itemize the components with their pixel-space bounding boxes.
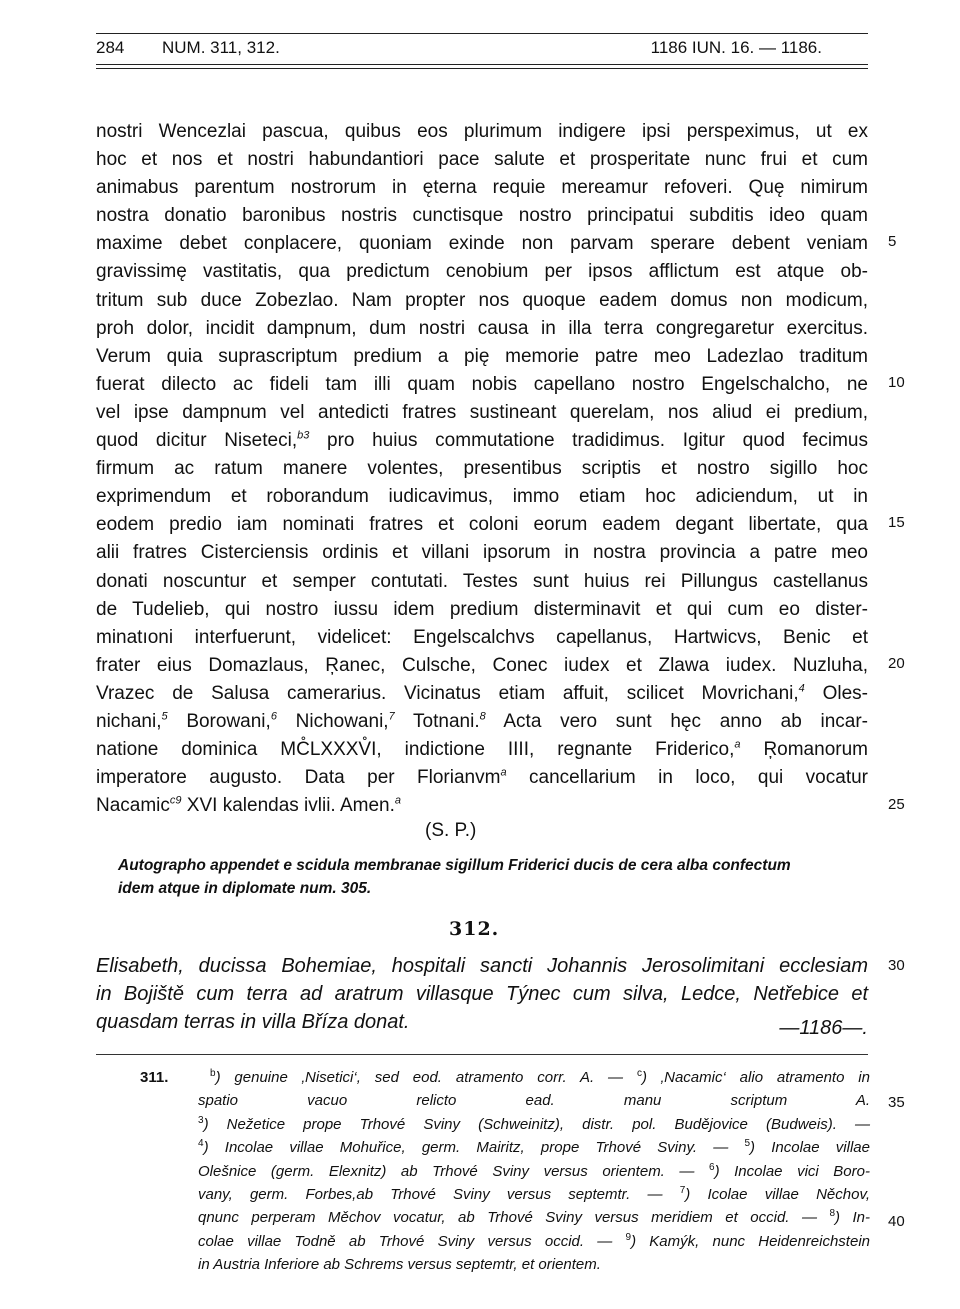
charter-text	[96, 118, 868, 820]
note-segment: ) ‚Nacamic‘ alio atramento in	[641, 1069, 870, 1086]
note-segment: vany, germ. Forbes,ab Trhové Sviny versus septemtr. —	[198, 1185, 680, 1203]
note-segment: ) Incolae villae Mohuřice, germ. Mairitz, prope Trhové Sviny. —	[203, 1139, 745, 1157]
note-ref: 6	[709, 1161, 715, 1173]
footnote-rule	[96, 1054, 868, 1055]
text-segment: XVI kalendas ivlii. Amen.	[181, 795, 395, 817]
note-ref: a	[394, 794, 401, 807]
note-ref: 4	[798, 682, 805, 695]
text-segment: Vrazec de Salusa camerarius. Vicinatus etiam affuit, scilicet Movrichani,	[96, 682, 799, 704]
note-segment: Olešnice (germ. Elexnitz) ab Trhové Sviny versus orientem. —	[198, 1162, 709, 1180]
header-rule	[96, 64, 868, 65]
note-line	[140, 1066, 870, 1089]
note-ref: a	[500, 766, 507, 779]
running-header	[96, 38, 868, 60]
text-line: nostri Wencezlai pascua, quibus eos plurimum indigere ipsi perspeximus, ut ex	[96, 121, 868, 142]
document-number: 312.	[449, 918, 500, 940]
text-line	[96, 680, 868, 708]
note-line	[140, 1206, 870, 1229]
text-segment: Borowani,	[167, 710, 271, 732]
text-line: vel ipse dampnum vel antedicti fratres sustineant querelam, nos aliud ei predium,	[96, 401, 868, 423]
note-line	[140, 1183, 870, 1206]
text-segment: cancellarium in loco, qui vocatur	[506, 767, 868, 789]
regest-line: in Bojiště cum terra ad aratrum villasque Týnec cum silva, Ledce, Netřebice et	[96, 983, 868, 1005]
note-segment: ) genuine ‚Nisetici‘, sed eod. atramento corr. A. —	[215, 1069, 637, 1086]
note-ref: 7	[679, 1184, 686, 1196]
text-line: donati noscuntur et semper contutati. Testes sunt huius rei Pillungus castellanus	[96, 570, 868, 592]
seal-description	[118, 854, 868, 900]
text-segment: natione dominica MC̊LXXXV̊I, indictione IIII, regnante Friderico,	[96, 739, 735, 761]
note-line	[140, 1230, 870, 1253]
note-label: 311.	[140, 1069, 169, 1086]
note-segment: ) Nežetice prope Trhové Sviny (Schweinitz), distr. pol. Budějovice (Budweis). —	[203, 1115, 870, 1133]
text-line: tritum sub duce Zobezlao. Nam propter nos quoque eadem domus non modicum,	[96, 289, 868, 311]
margin-line-number: 35	[888, 1094, 905, 1111]
text-line	[96, 708, 868, 736]
text-line: Verum quia suprascriptum predium a pię memorie patre meo Ladezlao traditum	[96, 345, 868, 367]
margin-line-number: 40	[888, 1213, 905, 1230]
header-date: 1186 IUN. 16. — 1186.	[650, 38, 822, 57]
note-line: in Austria Inferiore ab Schrems versus septemtr, et orientem.	[198, 1256, 601, 1274]
text-line: frater eius Domazlaus, Ŗanec, Culsche, Conec iudex et Zlawa iudex. Nuzluha,	[96, 654, 868, 676]
text-segment: pro huius commutatione tradidimus. Igitur quod fecimus	[309, 430, 868, 452]
text-segment: quod dicitur Niseteci,	[96, 430, 298, 452]
text-line: fuerat dilecto ac fideli tam illi quam nobis capellano nostro Engelschalcho, ne	[96, 373, 868, 395]
note-segment: ) In-	[835, 1209, 870, 1227]
text-line	[96, 764, 868, 792]
note-segment: ) Incolae villae	[750, 1139, 870, 1157]
note-ref: b	[210, 1068, 216, 1079]
text-line: animabus parentum nostrorum in ęterna requie mereamur refoveri. Quę nimirum	[96, 177, 868, 199]
top-rule	[96, 33, 868, 34]
text-line: exprimendum et roborandum iudicavimus, immo etiam hoc adiciendum, ut in	[96, 486, 868, 508]
note-segment: qnunc perperam Měchov vocatur, ab Trhové Sviny versus meridiem et occid. —	[198, 1209, 830, 1227]
text-line	[96, 427, 868, 455]
note-ref: 6	[270, 710, 277, 723]
text-line: firmum ac ratum manere volentes, presentibus scriptis et nostro sigillo hoc	[96, 458, 868, 480]
margin-line-number: 15	[888, 514, 905, 531]
text-line: minatıoni interfuerunt, videlicet: Engelscalchvs capellanus, Hartwicvs, Benic et	[96, 626, 868, 648]
seal-mark: (S. P.)	[425, 820, 477, 841]
note-ref: c	[636, 1068, 642, 1079]
desc-line: idem atque in diplomate num. 305.	[118, 880, 372, 897]
text-segment: Nichowani,	[276, 710, 389, 732]
text-line: alii fratres Cisterciensis ordinis et villani ipsorum in nostra provincia a patre meo	[96, 542, 868, 564]
note-ref: 7	[388, 710, 395, 723]
doc-numbers: NUM. 311, 312.	[162, 38, 280, 57]
text-segment: nichani,	[96, 710, 162, 732]
note-segment: ) Incolae vici Boro-	[714, 1162, 870, 1180]
text-segment: Nacamic	[96, 795, 170, 817]
note-ref: 3	[198, 1114, 204, 1126]
text-line: nostra donatio baronibus nostris cunctisque nostro principatui subditis ideo quam	[96, 205, 868, 227]
note-line	[140, 1160, 870, 1183]
text-line: hoc et nos et nostri habundantiori pace salute et prosperitate nunc frui et cum	[96, 149, 868, 171]
header-rule-double	[96, 68, 868, 69]
note-ref: 4	[198, 1138, 204, 1150]
note-line	[140, 1136, 870, 1159]
text-line: proh dolor, incidit dampnum, dum nostri causa in illa terra congregaretur exercitus.	[96, 317, 868, 339]
footnotes	[140, 1066, 870, 1277]
desc-line: Autographo appendet e scidula membranae sigillum Friderici ducis de cera alba confectum	[118, 857, 791, 874]
text-line: maxime debet conplacere, quoniam exinde non parvam sperare debent veniam	[96, 233, 868, 255]
note-segment: ) Kamýk, nunc Heidenreichstein	[631, 1232, 870, 1250]
text-segment: Ŗomanorum	[740, 739, 868, 761]
text-line: eodem predio iam nominati fratres et coloni eorum eadem degant libertate, qua	[96, 514, 868, 536]
regest-line: Elisabeth, ducissa Bohemiae, hospitali sancti Johannis Jerosolimitani ecclesiam	[96, 955, 868, 977]
text-line: gravissimę vastitatis, qua predictum cenobium per ipsos afflictum est atque ob-	[96, 261, 868, 283]
text-line: de Tudelieb, qui nostro iussu idem predium disterminavit et qui cum eo dister-	[96, 598, 868, 620]
text-segment: Oles-	[804, 682, 868, 704]
note-line: spatio vacuo relicto ead. manu scriptum A.	[198, 1092, 870, 1110]
note-ref: 9	[625, 1231, 632, 1243]
text-line	[96, 792, 868, 820]
margin-line-number: 20	[888, 655, 905, 672]
margin-line-number: 30	[888, 957, 905, 974]
note-segment: colae villae Todně ab Trhové Sviny versus occid. —	[198, 1232, 626, 1250]
text-segment: Acta vero sunt hęc anno ab incar-	[485, 710, 868, 732]
regest-date: —1186—.	[779, 1017, 868, 1039]
text-line	[96, 736, 868, 764]
margin-line-number: 25	[888, 796, 905, 813]
note-ref: 8	[479, 710, 486, 723]
note-line	[140, 1113, 870, 1136]
note-ref: c9	[169, 794, 182, 807]
note-segment: ) Icolae villae Něchov,	[685, 1185, 870, 1203]
note-ref: 5	[744, 1138, 751, 1150]
page-number: 284	[96, 38, 125, 57]
note-ref: a	[734, 738, 741, 751]
note-ref: 8	[829, 1208, 835, 1220]
margin-line-number: 10	[888, 374, 905, 391]
margin-line-number: 5	[888, 233, 897, 250]
document-regest	[96, 952, 868, 1039]
note-ref: b3	[297, 429, 310, 442]
note-ref: 5	[161, 710, 168, 723]
text-segment: imperatore augusto. Data per Florianvm	[96, 767, 501, 789]
text-segment: Totnani.	[394, 710, 480, 732]
regest-line: quasdam terras in villa Bříza donat.	[96, 1011, 410, 1033]
